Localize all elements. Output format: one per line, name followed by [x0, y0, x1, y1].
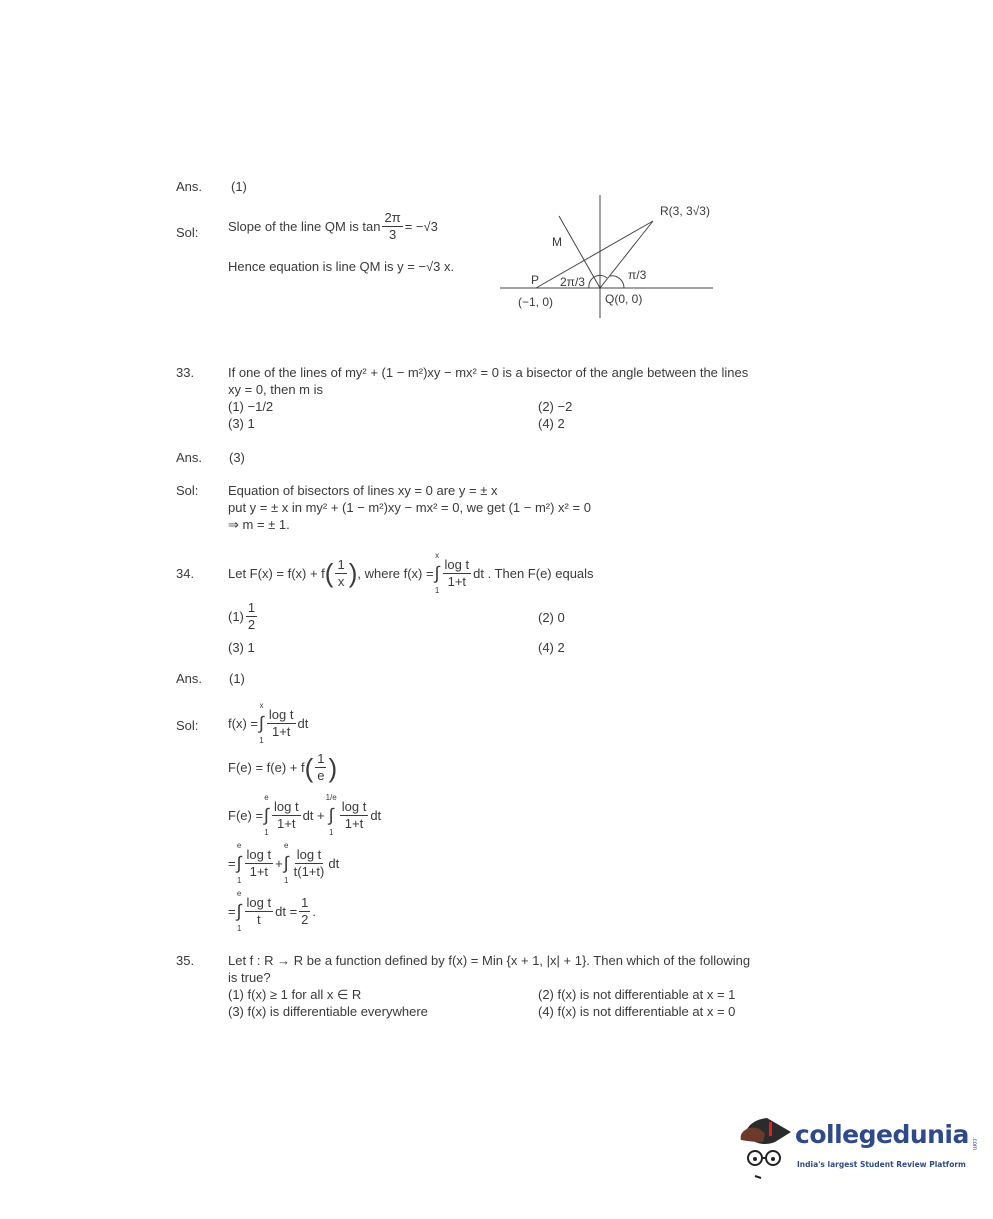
ans-label: Ans. [176, 671, 203, 686]
option-3: (3) 1 [228, 416, 255, 431]
option-1: (1) −1/2 [228, 399, 274, 414]
integral [237, 840, 242, 886]
sol-line [228, 751, 337, 784]
lower-limit: 1 [283, 876, 289, 885]
fraction [245, 895, 274, 928]
lower-limit: 1 [264, 828, 269, 837]
option-2: (2) −2 [538, 399, 573, 414]
upper-limit: e [236, 841, 242, 850]
numerator: log t [444, 556, 470, 572]
integral [237, 888, 242, 934]
point-R: R(3, 3√3) [660, 204, 710, 218]
integral-sign: ∫ [236, 853, 242, 873]
denominator: 2 [247, 617, 256, 632]
numerator: log t [341, 798, 367, 814]
numerator: log t [273, 798, 299, 814]
text: dt [297, 715, 309, 731]
answer: (1) [229, 671, 245, 686]
point-P-coord: (−1, 0) [518, 295, 554, 309]
answer: (3) [229, 450, 245, 465]
sol-line [228, 840, 339, 886]
text: Let F(x) = f(x) + f [228, 565, 325, 581]
denominator: 1+t [447, 573, 467, 589]
paren: ) [328, 752, 338, 783]
paren: ( [324, 558, 334, 588]
option-2: (2) 0 [538, 610, 565, 625]
upper-limit: e [236, 889, 242, 898]
denominator: 1+t [271, 723, 291, 739]
logo-tagline: India's largest Student Review Platform [797, 1160, 966, 1169]
numerator: 1 [247, 600, 256, 615]
upper-limit: e [283, 841, 289, 850]
paren: ( [304, 752, 314, 783]
logo-name: collegedunia [795, 1120, 969, 1149]
question-text: is true? [228, 970, 271, 985]
logo-wordmark [795, 1120, 978, 1150]
denominator: e [317, 768, 325, 783]
numerator: log t [246, 894, 272, 910]
point-M: M [552, 235, 562, 249]
numerator: 1 [337, 556, 345, 572]
fraction [245, 847, 274, 880]
sol-line: Equation of bisectors of lines xy = 0 are y = ± x [228, 483, 498, 498]
denominator: 1+t [344, 815, 364, 831]
option-4: (4) 2 [538, 640, 565, 655]
question-text [228, 550, 594, 596]
integral [264, 792, 269, 838]
denominator: 1+t [249, 863, 269, 879]
sol-label: Sol: [176, 225, 199, 240]
fraction [267, 707, 296, 740]
integral-sign: ∫ [264, 805, 269, 825]
text: dt [370, 807, 382, 823]
logo-com: .com [970, 1136, 977, 1150]
upper-limit: e [264, 793, 269, 802]
lower-limit: 1 [236, 924, 242, 933]
option-1 [228, 600, 259, 633]
ans-label: Ans. [176, 450, 203, 465]
ans-label: Ans. [176, 179, 203, 194]
angle-label: 2π/3 [560, 275, 585, 289]
denominator: t(1+t) [293, 863, 325, 879]
sol-line [228, 700, 308, 746]
integral [326, 792, 337, 838]
option-4: (4) f(x) is not differentiable at x = 0 [538, 1004, 736, 1019]
question-text: Let f : R → R be a function defined by f(x) = Min {x + 1, |x| + 1}. Then which of the following [228, 953, 751, 968]
sol-line: Hence equation is line QM is y = −√3 x. [228, 259, 455, 274]
option-4: (4) 2 [538, 416, 565, 431]
upper-limit: 1/e [325, 793, 337, 802]
point-P: P [531, 273, 540, 287]
text: dt = [275, 903, 298, 919]
fraction [299, 895, 310, 928]
question-number: 34. [176, 566, 195, 581]
fraction [272, 799, 301, 832]
lower-limit: 1 [236, 876, 242, 885]
fraction [443, 557, 472, 590]
text: dt . Then F(e) equals [473, 565, 594, 581]
integral-sign: ∫ [328, 805, 334, 825]
angle-label: π/3 [628, 268, 647, 282]
question-text: xy = 0, then m is [228, 382, 324, 397]
text: , where f(x) = [357, 565, 434, 581]
option-3: (3) f(x) is differentiable everywhere [228, 1004, 428, 1019]
numerator: 2π [384, 210, 401, 225]
text: f(x) = [228, 715, 258, 731]
denominator: 3 [388, 227, 397, 242]
text: + [275, 855, 283, 871]
fraction [246, 600, 257, 633]
option-3: (3) 1 [228, 640, 255, 655]
lower-limit: 1 [259, 736, 264, 745]
integral [259, 700, 264, 746]
answer: (1) [231, 179, 247, 194]
denominator: x [337, 573, 345, 589]
fraction [292, 847, 327, 880]
fraction [340, 799, 369, 832]
numerator: log t [296, 846, 322, 862]
text: dt [328, 855, 340, 871]
upper-limit: x [259, 701, 264, 710]
denominator: 2 [301, 911, 309, 927]
paren: ) [348, 558, 358, 588]
text: = [228, 855, 236, 871]
option-1: (1) f(x) ≥ 1 for all x ∈ R [228, 987, 362, 1002]
lower-limit: 1 [328, 828, 334, 837]
sol-line: put y = ± x in my² + (1 − m²)xy − mx² = 0, we get (1 − m²) x² = 0 [228, 500, 591, 515]
integral-sign: ∫ [283, 853, 289, 873]
denominator: 1+t [277, 815, 296, 831]
text: dt + [302, 807, 325, 823]
text: = [228, 903, 236, 919]
denominator: t [257, 911, 261, 927]
angle-arc [589, 275, 607, 288]
integral [284, 840, 289, 886]
point-Q: Q(0, 0) [605, 292, 643, 306]
question-number: 35. [176, 953, 195, 968]
upper-limit: x [435, 551, 440, 560]
sol-line [228, 792, 381, 838]
text: (1) [228, 609, 244, 624]
text: . [312, 903, 317, 919]
lower-limit: 1 [434, 586, 440, 595]
numerator: 1 [301, 894, 309, 910]
fraction [315, 751, 326, 784]
question-number: 33. [176, 365, 195, 380]
fraction [335, 557, 346, 590]
integral-sign: ∫ [258, 713, 264, 733]
numerator: 1 [317, 751, 325, 766]
text: Slope of the line QM is tan [228, 219, 381, 234]
angle-arc [610, 276, 624, 288]
text: F(e) = f(e) + f [228, 760, 305, 775]
text: F(e) = [228, 807, 264, 823]
sol-label: Sol: [176, 718, 199, 733]
mascot-icon [735, 1112, 795, 1182]
sol-label: Sol: [176, 483, 199, 498]
question-text: If one of the lines of my² + (1 − m²)xy − mx² = 0 is a bisector of the angle between the lines [228, 365, 749, 380]
integral-sign: ∫ [434, 563, 440, 583]
text: = −√3 [404, 219, 438, 234]
sol-line [228, 888, 316, 934]
integral-sign: ∫ [236, 901, 242, 921]
numerator: log t [268, 706, 294, 722]
collegedunia-logo [735, 1112, 975, 1187]
sol-line: ⇒ m = ± 1. [228, 517, 290, 532]
fraction [382, 210, 402, 243]
numerator: log t [246, 846, 272, 862]
sol-line [228, 210, 438, 243]
option-2: (2) f(x) is not differentiable at x = 1 [538, 987, 736, 1002]
integral [435, 550, 440, 596]
